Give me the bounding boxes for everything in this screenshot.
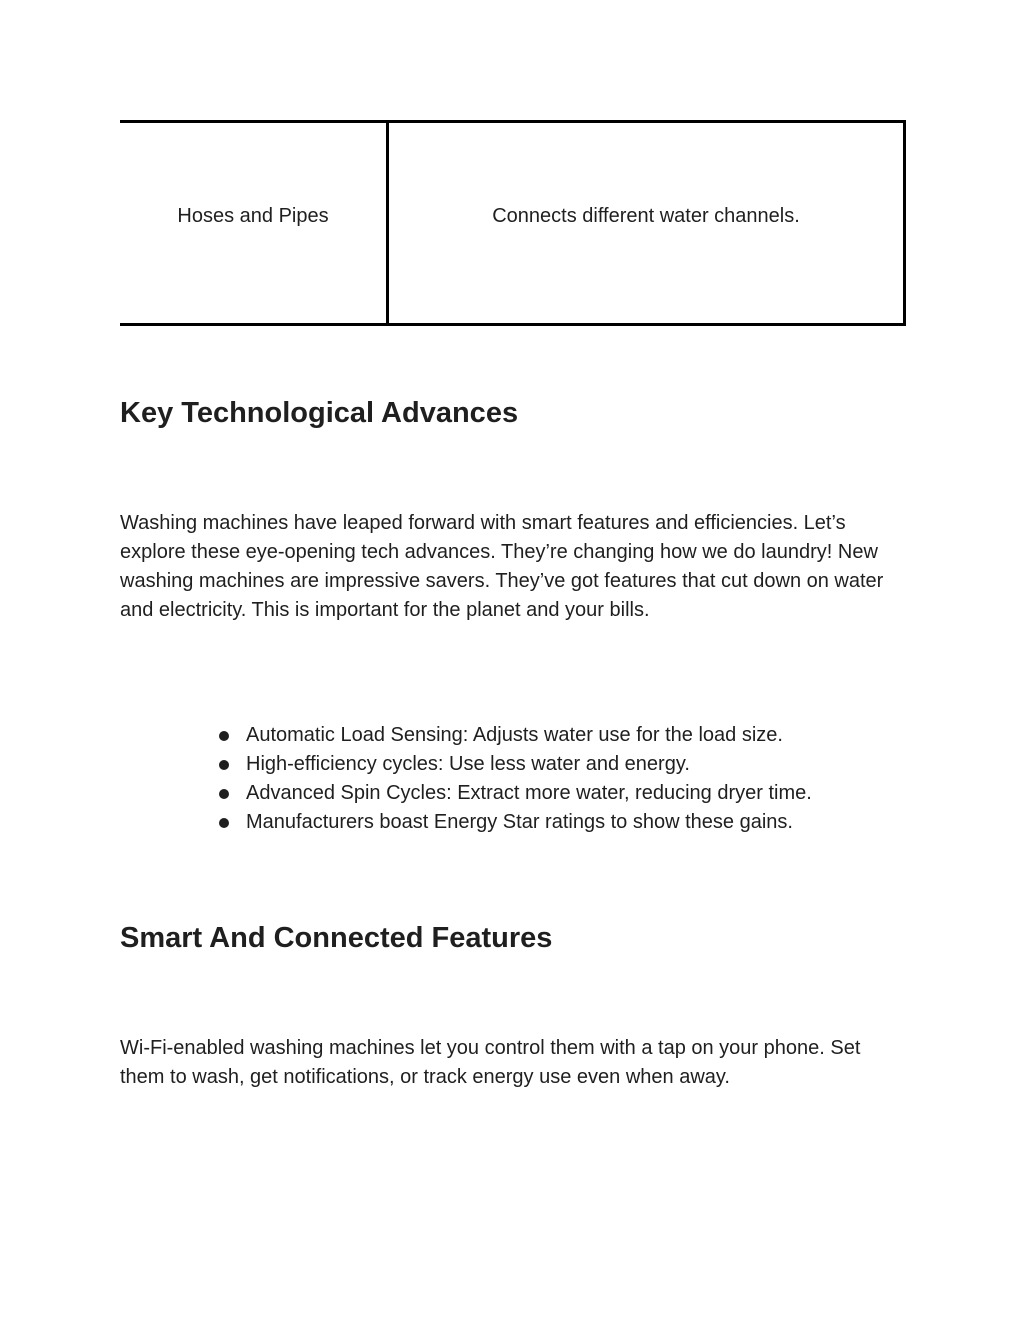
- list-item: [214, 750, 914, 779]
- section-paragraph: Washing machines have leaped forward with smart features and efficiencies. Let’s explore these eye-opening tech advances. They’re changing how we do laundry! New washing machines are impressive savers. They’ve got features that cut down on water and electricity. This is important for the planet and your bills.: [120, 512, 884, 621]
- list-item-text: Automatic Load Sensing: Adjusts water use for the load size.: [246, 724, 783, 746]
- bullet-icon: [219, 818, 229, 828]
- table-row: [120, 122, 905, 325]
- section-heading: Key Technological Advances: [120, 397, 519, 429]
- section-paragraph: Wi-Fi-enabled washing machines let you control them with a tap on your phone. Set them to wash, get notifications, or track energy use even when away.: [120, 1037, 861, 1088]
- list-item: [214, 779, 914, 808]
- list-item-text: High-efficiency cycles: Use less water and energy.: [246, 753, 690, 775]
- table-cell-description: Connects different water channels.: [388, 122, 905, 325]
- bullet-icon: [219, 731, 229, 741]
- section-heading: Smart And Connected Features: [120, 922, 553, 954]
- list-item-text: Advanced Spin Cycles: Extract more water, reducing dryer time.: [246, 782, 812, 804]
- parts-table: [120, 120, 906, 326]
- bullet-list: [214, 721, 914, 837]
- list-item: [214, 721, 914, 750]
- table-cell-part: Hoses and Pipes: [120, 122, 388, 325]
- list-item-text: Manufacturers boast Energy Star ratings to show these gains.: [246, 811, 793, 833]
- bullet-icon: [219, 760, 229, 770]
- bullet-icon: [219, 789, 229, 799]
- list-item: [214, 808, 914, 837]
